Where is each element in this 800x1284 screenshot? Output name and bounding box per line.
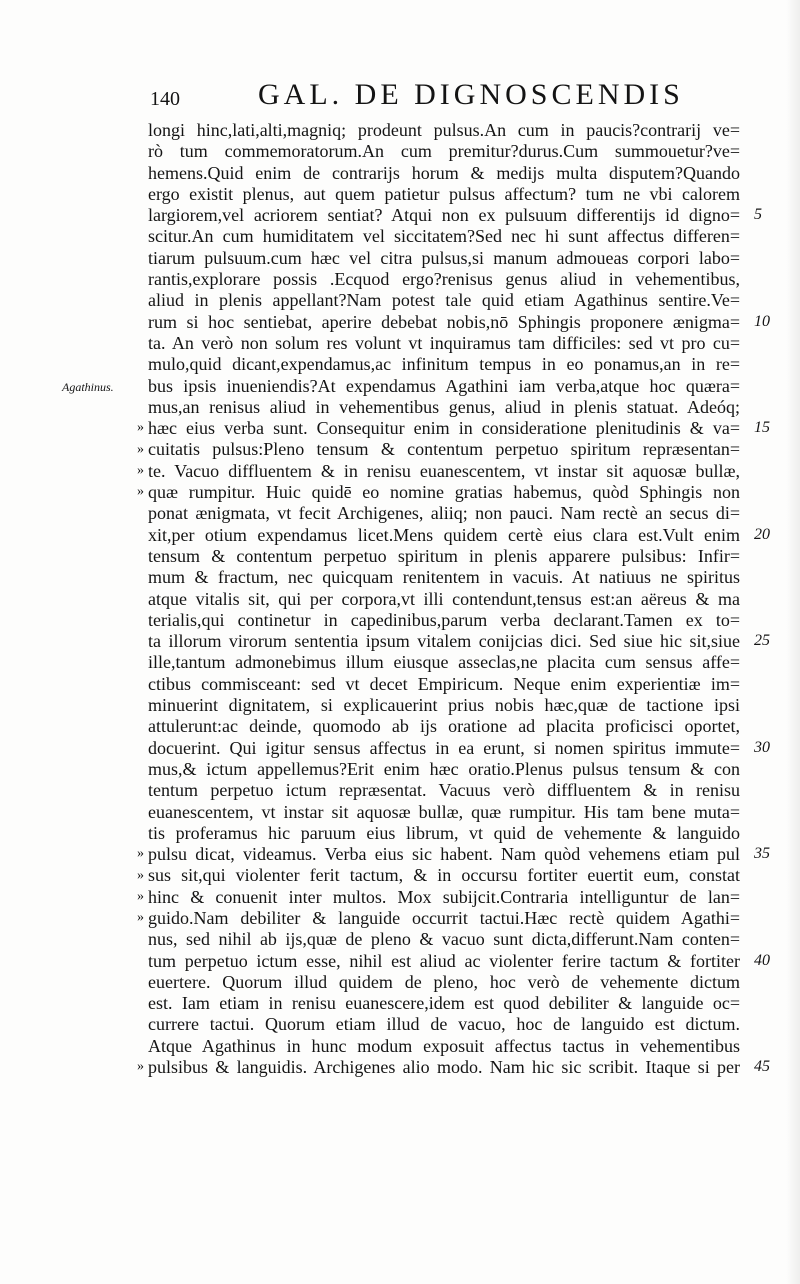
- text-line: hemens.Quid enim de contrarijs horum & medijs multa disputem?Quando: [148, 162, 740, 183]
- text-line: terialis,qui continetur in capedinibus,parum verba declarant.Tamen ex to=: [148, 609, 740, 630]
- line-number: 15: [754, 419, 770, 437]
- text-line: docuerint. Qui igitur sensus affectus in ea erunt, si nomen spiritus immute=: [148, 737, 740, 758]
- margin-note: Agathinus.: [62, 379, 114, 394]
- text-line: ergo existit plenus, aut quem patietur pulsus affectum? tum ne vbi calorem: [148, 183, 740, 204]
- text-line: tis proferamus hic paruum eius librum, vt quid de vehemente & languido: [148, 822, 740, 843]
- text-line: rum si hoc sentiebat, aperire debebat nobis,nō Sphingis proponere ænigma=: [148, 311, 740, 332]
- text-line: ponat ænigmata, vt fecit Archigenes, aliiq; non pauci. Nam rectè an secus di=: [148, 503, 740, 524]
- text-line: euanescentem, vt instar sit aquosæ bullæ, quæ rumpitur. His tam bene muta=: [148, 801, 740, 822]
- quotation-mark: »: [137, 846, 144, 862]
- text-line: mus,& ictum appellemus?Erit enim hæc oratio.Plenus pulsus tensum & con: [148, 758, 740, 779]
- text-line: euertere. Quorum illud quidem de pleno, hoc verò de vehemente dictum: [148, 971, 740, 992]
- text-line: ille,tantum admonebimus illum eiusque asseclas,ne placita cum sensus affe=: [148, 652, 740, 673]
- text-line: tum perpetuo ictum esse, nihil est aliud ac violenter ferire tactum & fortiter: [148, 950, 740, 971]
- text-line: quæ rumpitur. Huic quidē eo nomine gratias habemus, quòd Sphingis non: [148, 482, 740, 503]
- text-line: rantis,explorare possis .Ecquod ergo?renisus genus aliud in vehementibus,: [148, 269, 740, 290]
- line-number: 10: [754, 312, 770, 330]
- text-line: largiorem,vel acriorem sentiat? Atqui non ex pulsuum differentijs id digno=: [148, 205, 740, 226]
- line-number: 30: [754, 738, 770, 756]
- text-line: atque vitalis sit, qui per corpora,vt illi contendunt,tensus est:an aëreus & ma: [148, 588, 740, 609]
- text-line: sus sit,qui violenter ferit tactum, & in occursu fortiter euertit eum, constat: [148, 865, 740, 886]
- text-line: bus ipsis inueniendis?At expendamus Agathini iam verba,atque hoc quæra=: [148, 375, 740, 396]
- text-line: xit,per otium expendamus licet.Mens quidem certè eius clara est.Vult enim: [148, 524, 740, 545]
- quotation-mark: »: [137, 867, 144, 883]
- text-line: tensum & contentum perpetuo spiritum in plenis apparere pulsibus: Infir=: [148, 545, 740, 566]
- text-line: pulsu dicat, videamus. Verba eius sic habent. Nam quòd vehemens etiam pul: [148, 844, 740, 865]
- text-line: rò tum commemoratorum.An cum premitur?durus.Cum summouetur?ve=: [148, 141, 740, 162]
- quotation-mark: »: [137, 441, 144, 457]
- quotation-mark: »: [137, 888, 144, 904]
- line-number: 35: [754, 845, 770, 863]
- line-number: 45: [754, 1058, 770, 1076]
- text-line: ta illorum virorum sententia ipsum vitalem conijcias dici. Sed siue hic sit,siue: [148, 631, 740, 652]
- text-line: pulsibus & languidis. Archigenes alio modo. Nam hic sic scribit. Itaque si per: [148, 1057, 740, 1078]
- running-head: GAL. DE DIGNOSCENDIS: [258, 78, 684, 111]
- text-line: minuerint dignitatem, si explicauerint prius nobis hæc,quæ de tactione ipsi: [148, 695, 740, 716]
- text-line: Atque Agathinus in hunc modum exposuit affectus tactus in vehementibus: [148, 1035, 740, 1056]
- line-number: 5: [754, 206, 762, 224]
- line-number: 25: [754, 632, 770, 650]
- text-line: mum & fractum, nec quicquam renitentem in vacuis. At natiuus ne spiritus: [148, 567, 740, 588]
- quotation-mark: »: [137, 484, 144, 500]
- text-line: guido.Nam debiliter & languide occurrit tactui.Hæc rectè quidem Agathi=: [148, 907, 740, 928]
- quotation-mark: »: [137, 910, 144, 926]
- text-line: longi hinc,lati,alti,magniq; prodeunt pulsus.An cum in paucis?contrarij ve=: [148, 120, 740, 140]
- quotation-mark: »: [137, 420, 144, 436]
- text-line: mus,an renisus aliud in vehementibus genus, aliud in plenis statuat. Adeóq;: [148, 396, 740, 417]
- page-number: 140: [150, 88, 180, 110]
- body-text: [148, 120, 740, 1078]
- text-line: tentum perpetuo ictum repræsentat. Vacuus verò diffluentem & in renisu: [148, 780, 740, 801]
- text-line: est. Iam etiam in renisu euanescere,idem est quod debiliter & languide oc=: [148, 993, 740, 1014]
- line-number: 20: [754, 525, 770, 543]
- quotation-mark: »: [137, 1059, 144, 1075]
- text-line: tiarum pulsuum.cum hæc vel citra pulsus,si manum admoueas corpori labo=: [148, 247, 740, 268]
- text-line: mulo,quid dicant,expendamus,ac infinitum tempus in eo ponamus,an in re=: [148, 354, 740, 375]
- text-line: hæc eius verba sunt. Consequitur enim in consideratione plenitudinis & va=: [148, 418, 740, 439]
- text-line: ctibus commisceant: sed vt decet Empiricum. Neque enim experientiæ im=: [148, 673, 740, 694]
- text-line: te. Vacuo diffluentem & in renisu euanescentem, vt instar sit aquosæ bullæ,: [148, 460, 740, 481]
- line-number: 40: [754, 951, 770, 969]
- text-line: aliud in plenis appellant?Nam potest tale quid etiam Agathinus sentire.Ve=: [148, 290, 740, 311]
- text-line: cuitatis pulsus:Pleno tensum & contentum perpetuo spiritum repræsentan=: [148, 439, 740, 460]
- quotation-mark: »: [137, 462, 144, 478]
- text-line: scitur.An cum humiditatem vel siccitatem?Sed nec hi sunt affectus differen=: [148, 226, 740, 247]
- text-line: ta. An verò non solum res volunt vt inquiramus tam difficiles: sed vt pro cu=: [148, 332, 740, 353]
- text-line: nus, sed nihil ab ijs,quæ de pleno & vacuo sunt dicta,differunt.Nam conten=: [148, 929, 740, 950]
- text-line: currere tactui. Quorum etiam illud de vacuo, hoc de languido est dictum.: [148, 1014, 740, 1035]
- text-line: hinc & conuenit inter multos. Mox subijcit.Contraria intelliguntur de lan=: [148, 886, 740, 907]
- text-line: attulerunt:ac deinde, quomodo ab ijs oratione ad placita proficisci oportet,: [148, 716, 740, 737]
